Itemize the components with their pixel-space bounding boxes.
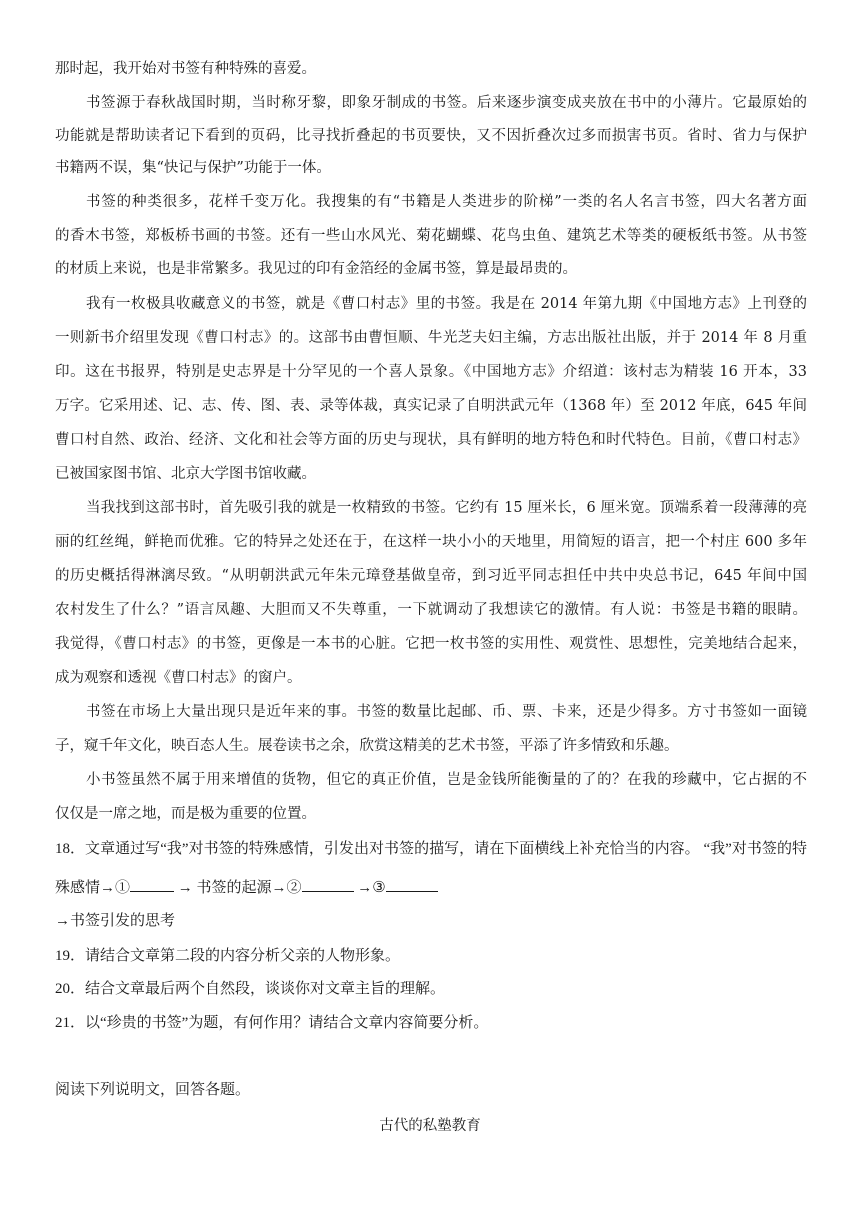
question-18-tail: →书签引发的思考: [55, 913, 176, 929]
passage-line: 仅仅是一席之地，而是极为重要的位置。: [55, 806, 316, 822]
passage-line: 书签源于春秋战国时期，当时称牙黎，即象牙制成的书签。后来逐步演变成夹放在书中的小薄片。它最原始的: [86, 95, 807, 111]
passage-line: 小书签虽然不属于用来增值的货物，但它的真正价值，岂是金钱所能衡量的了的？在我的珍藏中，它占据的不: [86, 772, 807, 788]
passage-line: 印。这在书报界，特别是史志界是十分罕见的一个喜人景象。《中国地方志》介绍道：该村志为精装 16 开本，33: [55, 364, 807, 380]
passage-line: 一则新书介绍里发现《曹口村志》的。这部书由曹恒顺、牛光芝夫妇主编，方志出版社出版，并于 2014 年 8 月重: [55, 330, 807, 346]
passage-line: 成为观察和透视《曹口村志》的窗户。: [55, 670, 302, 686]
question-18-blanks: [55, 875, 807, 898]
passage-line: 已被国家图书馆、北京大学图书馆收藏。: [55, 466, 316, 482]
passage-line: 当我找到这部书时，首先吸引我的就是一枚精致的书签。它约有 15 厘米长，6 厘米宽。顶端系着一段薄薄的亮: [86, 500, 807, 516]
passage-line: 曹口村自然、政治、经济、文化和社会等方面的历史与现状，具有鲜明的地方特色和时代特色。目前，《曹口村志》: [55, 432, 807, 448]
question-19: 19．请结合文章第二段的内容分析父亲的人物形象。: [55, 948, 401, 964]
passage-line: 那时起，我开始对书签有种特殊的喜爱。: [55, 61, 316, 77]
section-title: 古代的私塾教育: [379, 1118, 481, 1134]
question-20: 20．结合文章最后两个自然段，谈谈你对文章主旨的理解。: [55, 981, 446, 997]
answer-blank-1[interactable]: [130, 875, 174, 892]
question-21: 21．以“珍贵的书签”为题，有何作用？请结合文章内容简要分析。: [55, 1015, 489, 1031]
passage-line: 功能就是帮助读者记下看到的页码，比寻找折叠起的书页要快，又不因折叠次过多而损害书页。省时、省力与保护: [55, 128, 807, 144]
q18-text-a: 殊感情→①: [55, 880, 131, 896]
passage-line: 书籍两不误，集“快记与保护”功能于一体。: [55, 160, 331, 176]
passage-line: 子，窥千年文化，映百态人生。展卷读书之余，欣赏这精美的艺术书签，平添了许多情致和乐趣。: [55, 738, 679, 754]
q18-text-c: →③: [353, 880, 386, 896]
answer-blank-3[interactable]: [386, 875, 438, 892]
passage-line: 丽的红丝绳，鲜艳而优雅。它的特异之处还在于，在这样一块小小的天地里，用简短的语言，把一个村庄 600 多年: [55, 534, 807, 550]
passage-line: 万字。它采用述、记、志、传、图、表、录等体裁，真实记录了自明洪武元年（1368 年）至 2012 年底，645 年间: [55, 398, 807, 414]
passage-line: 我觉得，《曹口村志》的书签，更像是一本书的心脏。它把一枚书签的实用性、观赏性、思想性，完美地结合起来，: [55, 636, 807, 652]
passage-line: 我有一枚极具收藏意义的书签，就是《曹口村志》里的书签。我是在 2014 年第九期《中国地方志》上刊登的: [86, 296, 807, 312]
q18-text-b: → 书签的起源→②: [174, 880, 302, 896]
passage-line: 农村发生了什么？”语言凤趣、大胆而又不失尊重，一下就调动了我想读它的激情。有人说：书签是书籍的眼睛。: [55, 602, 807, 618]
passage-line: 的历史概括得淋漓尽致。“从明朝洪武元年朱元璋登基做皇帝，到习近平同志担任中共中央总书记，645 年间中国: [55, 568, 807, 584]
passage-line: 的材质上来说，也是非常繁多。我见过的印有金箔经的金属书签，算是最昂贵的。: [55, 261, 577, 277]
question-18: 18．文章通过写“我”对书签的特殊感情，引发出对书签的描写，请在下面横线上补充恰当的内容。 “我”对书签的特: [55, 841, 807, 857]
answer-blank-2[interactable]: [302, 875, 354, 892]
section-intro: 阅读下列说明文，回答各题。: [55, 1082, 251, 1098]
passage-line: 书签在市场上大量出现只是近年来的事。书签的数量比起邮、币、票、卡来，还是少得多。方寸书签如一面镜: [86, 704, 807, 720]
passage-line: 的香木书签，郑板桥书画的书签。还有一些山水风光、菊花蝴蝶、花鸟虫鱼、建筑艺术等类的硬板纸书签。从书签: [55, 228, 807, 244]
passage-line: 书签的种类很多，花样千变万化。我搜集的有“书籍是人类进步的阶梯”一类的名人名言书签，四大名著方面: [86, 194, 807, 210]
